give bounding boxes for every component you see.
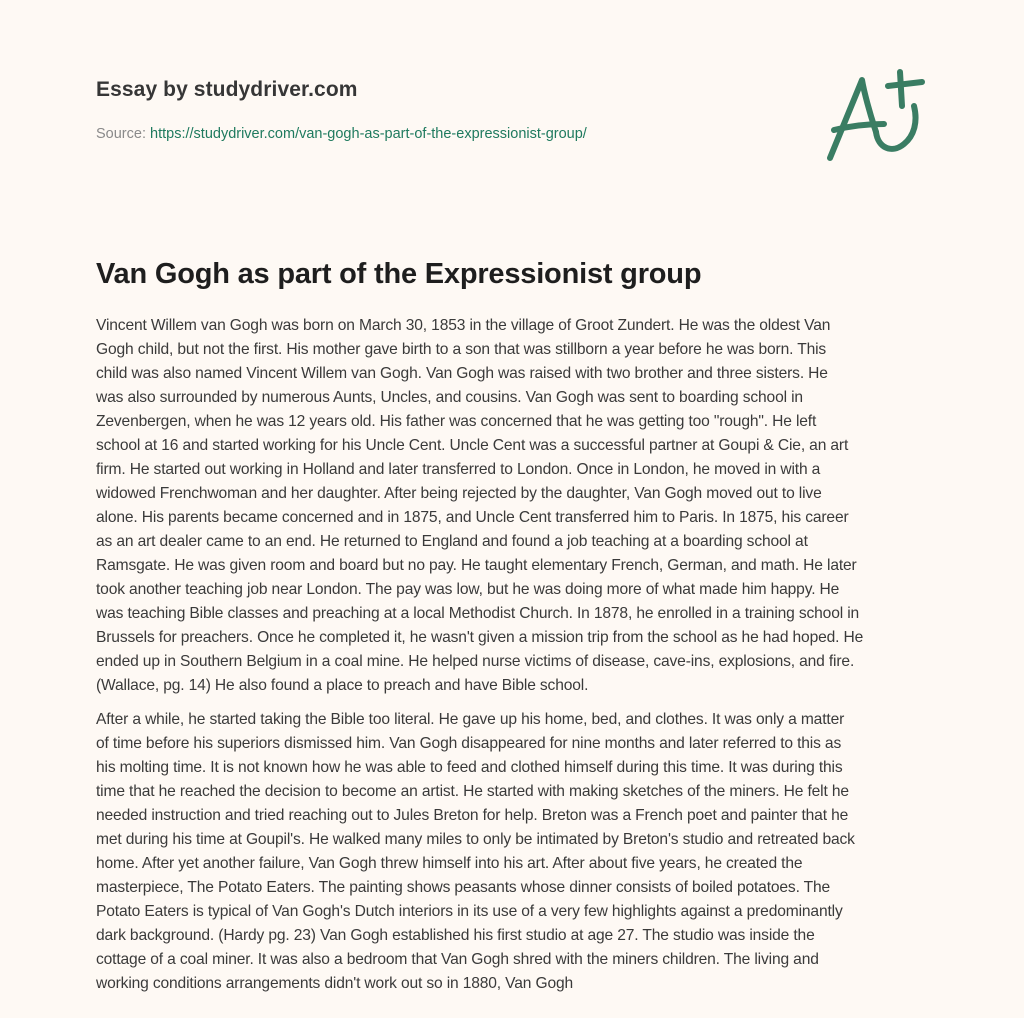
text-line: his molting time. It is not known how he was able to feed and clothed himself during this time. It was during this <box>96 759 843 776</box>
text-line: was teaching Bible classes and preaching at a local Methodist Church. In 1878, he enrolled in a training school in <box>96 605 860 622</box>
paragraph-2 <box>96 708 946 996</box>
source-link[interactable]: https://studydriver.com/van-gogh-as-part-of-the-expressionist-group/ <box>150 126 587 142</box>
text-line: Gogh child, but not the first. His mother gave birth to a son that was stillborn a year before he was born. This <box>96 341 827 358</box>
text-line: Potato Eaters is typical of Van Gogh's Dutch interiors in its use of a very few highlights against a predominantly <box>96 903 843 920</box>
text-line: working conditions arrangements didn't work out so in 1880, Van Gogh <box>96 975 574 992</box>
text-line: After a while, he started taking the Bible too literal. He gave up his home, bed, and clothes. It was only a matter <box>96 711 845 728</box>
text-line: (Wallace, pg. 14) He also found a place to preach and have Bible school. <box>96 677 589 694</box>
source-line <box>96 124 796 144</box>
text-line: Brussels for preachers. Once he completed it, he wasn't given a mission trip from the school as he had hoped. He <box>96 629 864 646</box>
text-line: took another teaching job near London. The pay was low, but he was doing more of what made him happy. He <box>96 581 840 598</box>
essay-body <box>96 314 946 1006</box>
text-line: cottage of a coal miner. It was also a bedroom that Van Gogh shred with the miners children. The living and <box>96 951 819 968</box>
site-title: Essay by studydriver.com <box>96 78 358 101</box>
text-line: as an art dealer came to an end. He returned to England and found a job teaching at a boarding school at <box>96 533 808 550</box>
text-line: Vincent Willem van Gogh was born on March 30, 1853 in the village of Groot Zundert. He was the oldest Van <box>96 317 831 334</box>
text-line: met during his time at Goupil's. He walked many miles to only be intimated by Breton's studio and retreated back <box>96 831 855 848</box>
text-line: dark background. (Hardy pg. 23) Van Gogh established his first studio at age 27. The studio was inside the <box>96 927 815 944</box>
text-line: widowed Frenchwoman and her daughter. After being rejected by the daughter, Van Gogh moved out to live <box>96 485 822 502</box>
text-line: school at 16 and started working for his Uncle Cent. Uncle Cent was a successful partner at Goupi & Cie, an art <box>96 437 849 454</box>
text-line: alone. His parents became concerned and in 1875, and Uncle Cent transferred him to Paris. In 1875, his career <box>96 509 849 526</box>
a-plus-grade-icon <box>818 64 934 168</box>
text-line: needed instruction and tried reaching out to Jules Breton for help. Breton was a French poet and painter that he <box>96 807 849 824</box>
text-line: child was also named Vincent Willem van Gogh. Van Gogh was raised with two brother and three sisters. He <box>96 365 828 382</box>
text-line: masterpiece, The Potato Eaters. The painting shows peasants whose dinner consists of boiled potatoes. The <box>96 879 831 896</box>
text-line: Zevenbergen, when he was 12 years old. His father was concerned that he was getting too "rough". He left <box>96 413 817 430</box>
paragraph-1 <box>96 314 946 698</box>
text-line: home. After yet another failure, Van Gogh threw himself into his art. After about five years, he created the <box>96 855 803 872</box>
page-header <box>96 76 796 144</box>
essay-title: Van Gogh as part of the Expressionist group <box>96 258 702 290</box>
text-line: time that he reached the decision to become an artist. He started with making sketches of the miners. He felt he <box>96 783 849 800</box>
text-line: ended up in Southern Belgium in a coal mine. He helped nurse victims of disease, cave-ins, explosions, and fire. <box>96 653 855 670</box>
text-line: firm. He started out working in Holland and later transferred to London. Once in London, he moved in with a <box>96 461 821 478</box>
text-line: was also surrounded by numerous Aunts, Uncles, and cousins. Van Gogh was sent to boarding school in <box>96 389 803 406</box>
source-label: Source: <box>96 126 146 142</box>
text-line: of time before his superiors dismissed him. Van Gogh disappeared for nine months and later referred to this as <box>96 735 842 752</box>
text-line: Ramsgate. He was given room and board but no pay. He taught elementary French, German, and math. He later <box>96 557 857 574</box>
